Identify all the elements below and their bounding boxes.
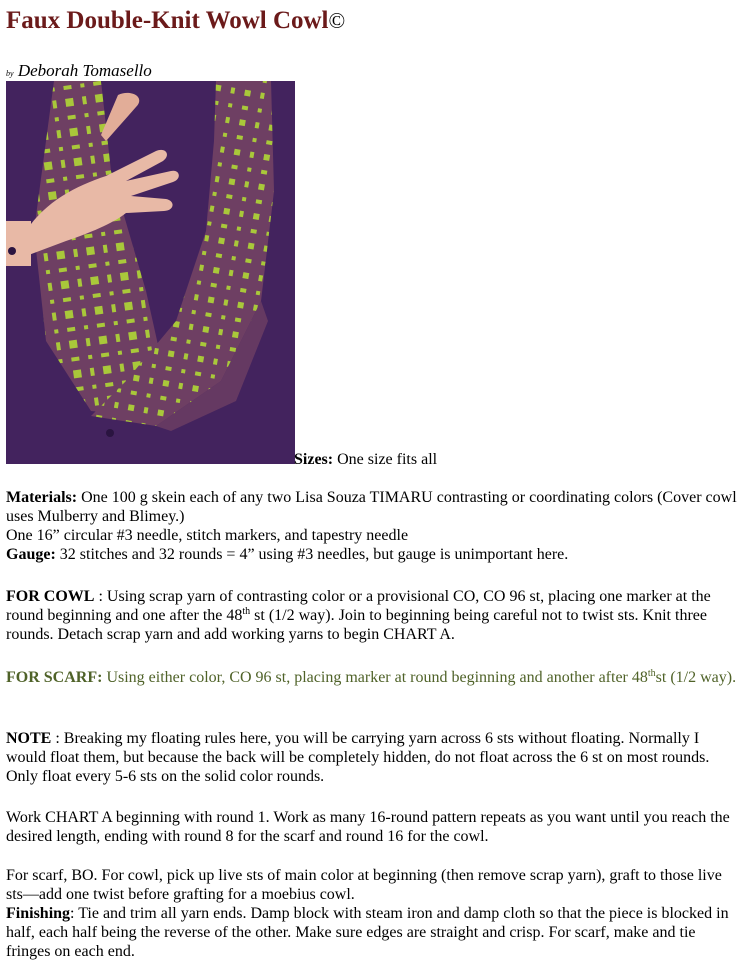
note-label: NOTE bbox=[6, 730, 52, 747]
work-section bbox=[6, 808, 742, 846]
finishing-label: Finishing bbox=[6, 905, 71, 922]
gauge-text: 32 stitches and 32 rounds = 4” using #3 needles, but gauge is unimportant here. bbox=[59, 546, 569, 563]
cowl-label: FOR COWL bbox=[6, 588, 95, 605]
gauge-line bbox=[6, 545, 742, 564]
page-title bbox=[6, 6, 345, 36]
needle-line: One 16” circular #3 needle, stitch markers, and tapestry needle bbox=[6, 527, 409, 544]
materials-section bbox=[6, 488, 742, 564]
cowl-photo-image bbox=[6, 81, 295, 464]
note-paragraph bbox=[6, 729, 742, 786]
cowl-paragraph bbox=[6, 587, 742, 644]
scarf-text-b: st (1/2 way). bbox=[655, 669, 737, 686]
bind-off-paragraph: For scarf, BO. For cowl, pick up live sts of main color at beginning (then remove scrap yarn), graft to those live sts—add one twist before grafting for a moebius cowl. bbox=[6, 867, 722, 903]
materials-text: One 100 g skein each of any two Lisa Souza TIMARU contrasting or coordinating colors (Cover cowl uses Mulberry and Blimey.) bbox=[6, 489, 737, 525]
cowl-photo bbox=[6, 81, 295, 464]
note-text: : Breaking my floating rules here, you will be carrying yarn across 6 sts without floating. Normally I would float them, but because the back will be completely hidden, do not float across the 6 st on most rounds. Only float every 5-6 sts on the solid color rounds. bbox=[6, 730, 710, 785]
scarf-text-a: Using either color, CO 96 st, placing marker at round beginning and another after 48 bbox=[102, 669, 648, 686]
title-text: Faux Double-Knit Wowl Cowl bbox=[6, 7, 329, 34]
sizes-line bbox=[294, 450, 437, 469]
cowl-sup: th bbox=[242, 606, 251, 617]
work-paragraph: Work CHART A beginning with round 1. Work as many 16-round pattern repeats as you want until you reach the desired length, ending with round 8 for the scarf and round 16 for the cowl. bbox=[6, 809, 730, 845]
cowl-section bbox=[6, 587, 742, 644]
author-name: Deborah Tomasello bbox=[17, 61, 152, 80]
sizes-label: Sizes: bbox=[294, 451, 334, 468]
cowl-text-a: : Using scrap yarn of contrasting color or a provisional CO, CO 96 st, placing one marker at the round beginning and one after the 48 bbox=[6, 588, 711, 624]
copyright-symbol: © bbox=[328, 8, 346, 33]
finishing-text: : Tie and trim all yarn ends. Damp block with steam iron and damp cloth so that the piece is blocked in half, each half being the reverse of the other. Make sure edges are straight and crisp. For scarf, make and tie fringes on each end. bbox=[6, 905, 729, 960]
materials-paragraph bbox=[6, 488, 742, 526]
finishing-section bbox=[6, 866, 742, 961]
scarf-label: FOR SCARF: bbox=[6, 669, 103, 686]
cowl-text-b: st (1/2 way). Join to beginning being careful not to twist sts. Knit three rounds. Detach scrap yarn and add working yarns to begin CHART A. bbox=[6, 607, 707, 643]
note-section bbox=[6, 729, 742, 786]
byline bbox=[6, 61, 152, 83]
byline-by: by bbox=[6, 69, 14, 78]
finishing-paragraph bbox=[6, 904, 742, 961]
scarf-paragraph bbox=[6, 668, 742, 687]
gauge-label: Gauge: bbox=[6, 546, 56, 563]
sizes-value: One size fits all bbox=[337, 451, 438, 468]
materials-label: Materials: bbox=[6, 489, 78, 506]
scarf-section bbox=[6, 668, 742, 687]
scarf-sup: th bbox=[647, 668, 656, 679]
